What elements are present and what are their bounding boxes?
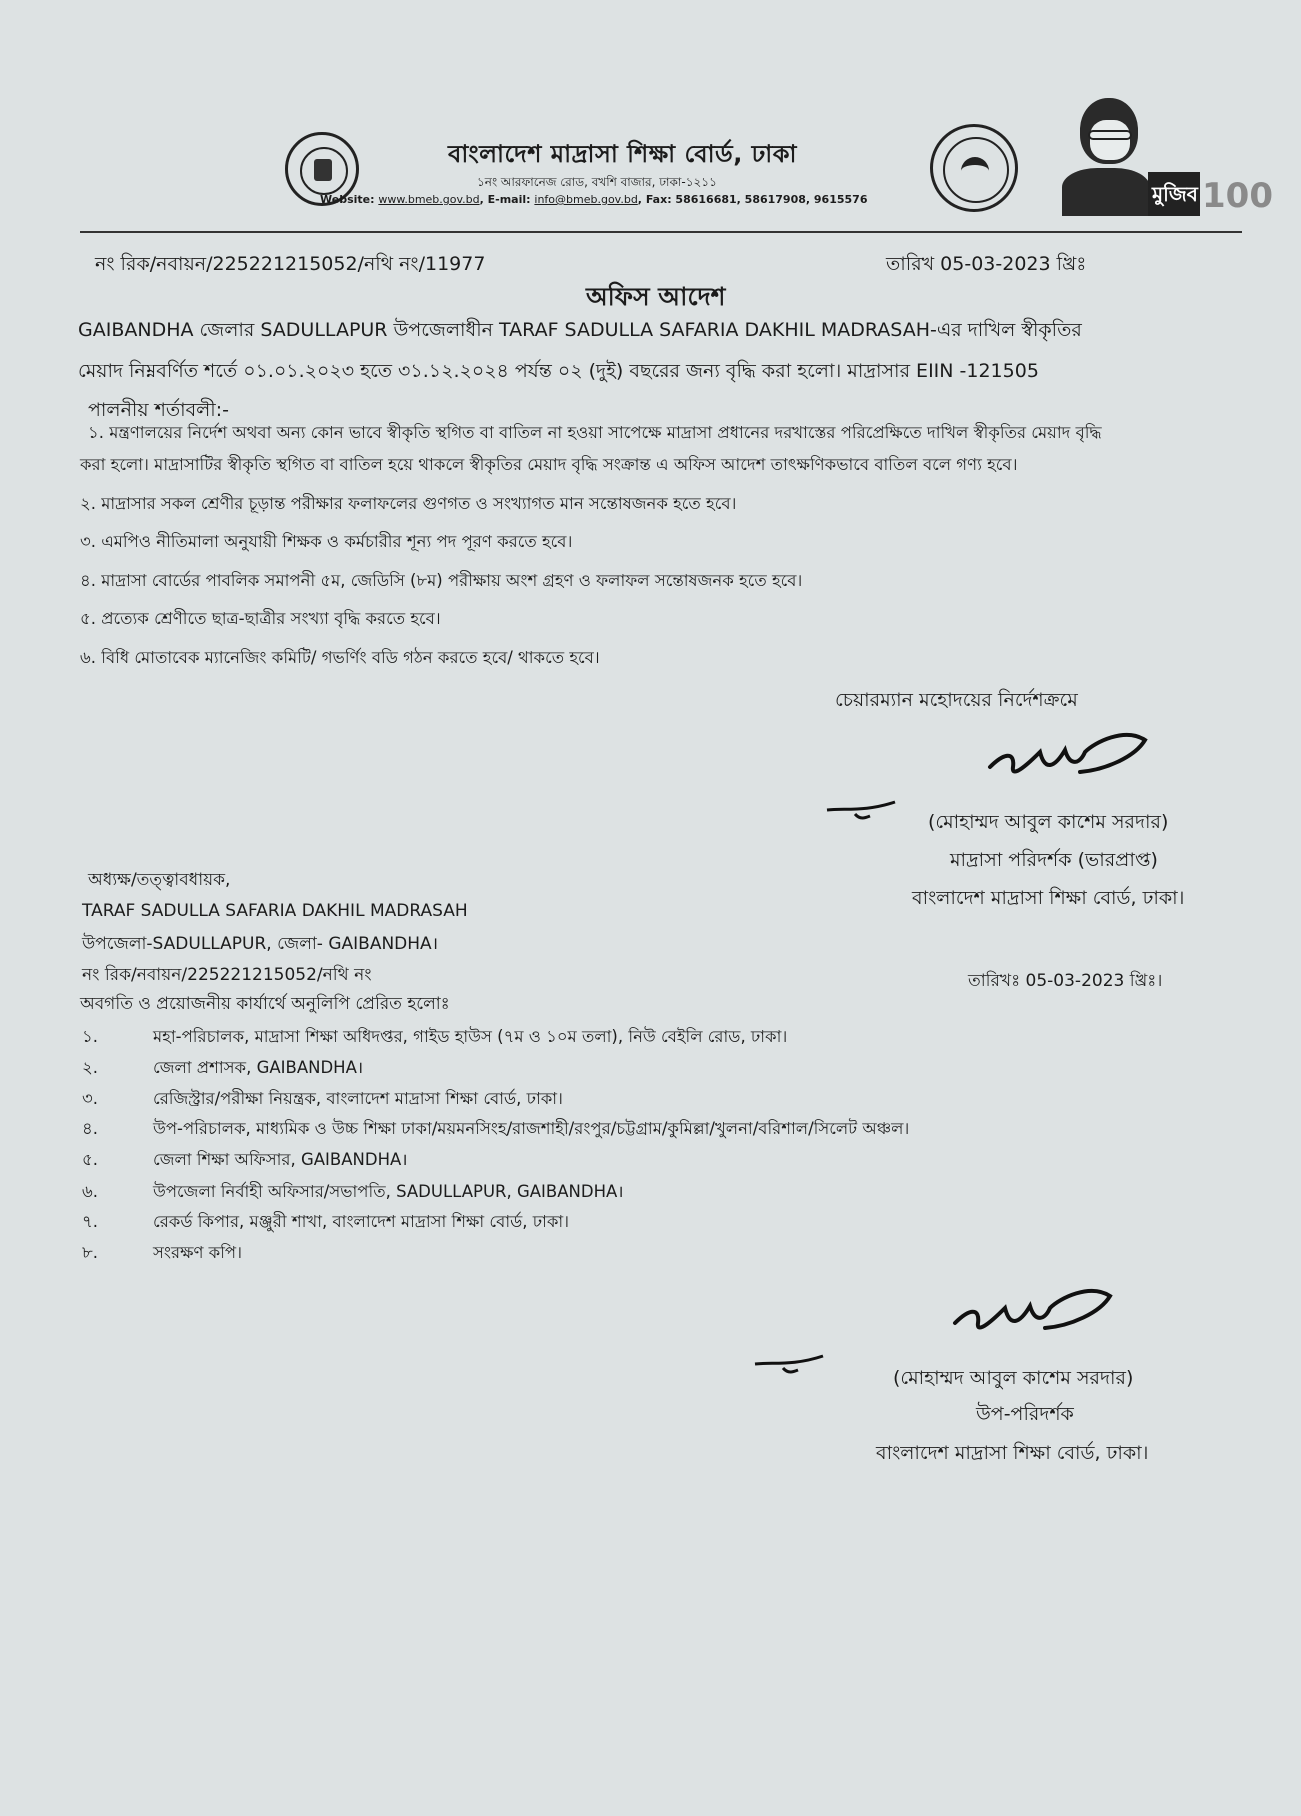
board-address: ১নং আরফানেজ রোড, বখশি বাজার, ঢাকা-১২১১ <box>477 175 717 189</box>
copy-number: ৭. <box>82 1212 98 1231</box>
badge-number: 100 <box>1202 176 1273 216</box>
condition-item: ৬. বিধি মোতাবেক ম্যানেজিং কমিটি/ গভর্ণিং বডি গঠন করতে হবে/ থাকতে হবে। <box>80 648 600 667</box>
recipient-date: তারিখঃ 05-03-2023 খ্রিঃ। <box>968 971 1163 991</box>
copy-recipient: জেলা প্রশাসক, GAIBANDHA। <box>153 1058 364 1077</box>
signatory-1-organization: বাংলাদেশ মাদ্রাসা শিক্ষা বোর্ড, ঢাকা। <box>912 887 1185 909</box>
signatory-1-title: মাদ্রাসা পরিদর্শক (ভারপ্রাপ্ত) <box>950 849 1158 871</box>
by-order-text: চেয়ারম্যান মহোদয়ের নির্দেশক্রমে <box>835 689 1078 711</box>
signature-1 <box>985 722 1155 796</box>
recipient-line-2: TARAF SADULLA SAFARIA DAKHIL MADRASAH <box>82 901 468 921</box>
signatory-1-name: (মোহাম্মদ আবুল কাশেম সরদার) <box>928 811 1169 833</box>
madrasah-board-emblem-icon <box>930 124 1018 212</box>
memo-body-line-1: GAIBANDHA জেলার SADULLAPUR উপজেলাধীন TARAF SADULLA SAFARIA DAKHIL MADRASAH-এর দাখিল স্বীকৃতির <box>78 319 1082 341</box>
copy-recipient: উপজেলা নির্বাহী অফিসার/সভাপতি, SADULLAPUR, GAIBANDHA। <box>153 1182 624 1201</box>
copy-recipient: রেকর্ড কিপার, মঞ্জুরী শাখা, বাংলাদেশ মাদ্রাসা শিক্ষা বোর্ড, ঢাকা। <box>153 1212 570 1231</box>
email-link[interactable]: info@bmeb.gov.bd <box>534 193 638 206</box>
mujib-100-badge <box>1148 172 1273 216</box>
memo-reference: নং রিক/নবায়ন/225221215052/নথি নং/11977 <box>95 253 486 275</box>
copy-number: ২. <box>82 1058 98 1077</box>
copy-recipient: উপ-পরিচালক, মাধ্যমিক ও উচ্চ শিক্ষা ঢাকা/ময়মনসিংহ/রাজশাহী/রংপুর/চট্টগ্রাম/কুমিল্লা/খুলনা/বরিশাল/সিলেট অঞ্চল। <box>153 1119 910 1138</box>
initial-mark-1 <box>825 796 905 830</box>
initial-mark-2 <box>753 1350 833 1384</box>
recipient-line-1: অধ্যক্ষ/তত্ত্বাবধায়ক, <box>88 870 231 890</box>
copy-number: ৩. <box>82 1089 98 1108</box>
fax-number: Fax: 58616681, 58617908, 9615576 <box>645 193 868 206</box>
memo-date: তারিখ 05-03-2023 খ্রিঃ <box>886 253 1087 275</box>
email-label: E-mail: <box>487 193 531 206</box>
condition-item: ২. মাদ্রাসার সকল শ্রেণীর চূড়ান্ত পরীক্ষার ফলাফলের গুণগত ও সংখ্যাগত মান সন্তোষজনক হতে হবে। <box>80 494 737 513</box>
copy-recipient: মহা-পরিচালক, মাদ্রাসা শিক্ষা অধিদপ্তর, গাইড হাউস (৭ম ও ১০ম তলা), নিউ বেইলি রোড, ঢাকা। <box>153 1027 788 1046</box>
copy-recipient: রেজিস্ট্রার/পরীক্ষা নিয়ন্ত্রক, বাংলাদেশ মাদ্রাসা শিক্ষা বোর্ড, ঢাকা। <box>153 1089 563 1108</box>
recipient-line-3: উপজেলা-SADULLAPUR, জেলা- GAIBANDHA। <box>82 934 439 954</box>
header-divider <box>80 231 1242 233</box>
badge-word: মুজিব <box>1152 182 1198 206</box>
condition-item: ৪. মাদ্রাসা বোর্ডের পাবলিক সমাপনী ৫ম, জেডিসি (৮ম) পরীক্ষায় অংশ গ্রহণ ও ফলাফল সন্তোষজনক হতে হবে। <box>80 571 803 590</box>
signatory-2-name: (মোহাম্মদ আবুল কাশেম সরদার) <box>893 1367 1134 1389</box>
signatory-2-title: উপ-পরিদর্শক <box>976 1403 1074 1425</box>
copy-recipient: জেলা শিক্ষা অফিসার, GAIBANDHA। <box>153 1150 408 1169</box>
condition-item: করা হলো। মাদ্রাসাটির স্বীকৃতি স্থগিত বা বাতিল হয়ে থাকলে স্বীকৃতির মেয়াদ বৃদ্ধি সংক্রান্ত এ অফিস আদেশ তাৎক্ষণিকভাবে বাতিল বলে গণ্য হবে। <box>80 455 1018 474</box>
condition-item: ৩. এমপিও নীতিমালা অনুযায়ী শিক্ষক ও কর্মচারীর শূন্য পদ পূরণ করতে হবে। <box>80 532 573 551</box>
memo-body-line-2: মেয়াদ নিম্নবর্ণিত শর্তে ০১.০১.২০২৩ হতে ৩১.১২.২০২৪ পর্যন্ত ০২ (দুই) বছরের জন্য বৃদ্ধি করা হলো। মাদ্রাসার EIIN -121505 <box>78 360 1039 382</box>
copy-number: ৬. <box>82 1182 98 1201</box>
conditions-heading: পালনীয় শর্তাবলী:- <box>88 399 230 421</box>
condition-item: ৫. প্রত্যেক শ্রেণীতে ছাত্র-ছাত্রীর সংখ্যা বৃদ্ধি করতে হবে। <box>80 609 441 628</box>
portrait-icon <box>1062 92 1152 216</box>
copy-number: ৫. <box>82 1150 98 1169</box>
copy-number: ৪. <box>82 1119 98 1138</box>
website-label: Website: <box>320 193 375 206</box>
signature-2 <box>950 1278 1120 1352</box>
signatory-2-organization: বাংলাদেশ মাদ্রাসা শিক্ষা বোর্ড, ঢাকা। <box>876 1442 1149 1464</box>
board-contact-line: Website: www.bmeb.gov.bd, E-mail: info@bmeb.gov.bd, Fax: 58616681, 58617908, 9615576 <box>320 193 868 206</box>
website-link[interactable]: www.bmeb.gov.bd <box>378 193 480 206</box>
condition-item: ১. মন্ত্রণালয়ের নির্দেশ অথবা অন্য কোন ভাবে স্বীকৃতি স্থগিত বা বাতিল না হওয়া সাপেক্ষে মাদ্রাসা প্রধানের দরখাস্তের পরিপ্রেক্ষিতে দাখিল স্বীকৃতির মেয়াদ বৃদ্ধি <box>88 423 1102 442</box>
recipient-reference: নং রিক/নবায়ন/225221215052/নথি নং <box>82 965 372 985</box>
copy-number: ১. <box>82 1027 98 1046</box>
board-name: বাংলাদেশ মাদ্রাসা শিক্ষা বোর্ড, ঢাকা <box>448 140 797 168</box>
copy-heading: অবগতি ও প্রয়োজনীয় কার্যার্থে অনুলিপি প্রেরিত হলোঃ <box>80 994 450 1014</box>
copy-number: ৮. <box>82 1243 98 1262</box>
memo-title: অফিস আদেশ <box>586 282 726 311</box>
copy-recipient: সংরক্ষণ কপি। <box>153 1243 243 1262</box>
